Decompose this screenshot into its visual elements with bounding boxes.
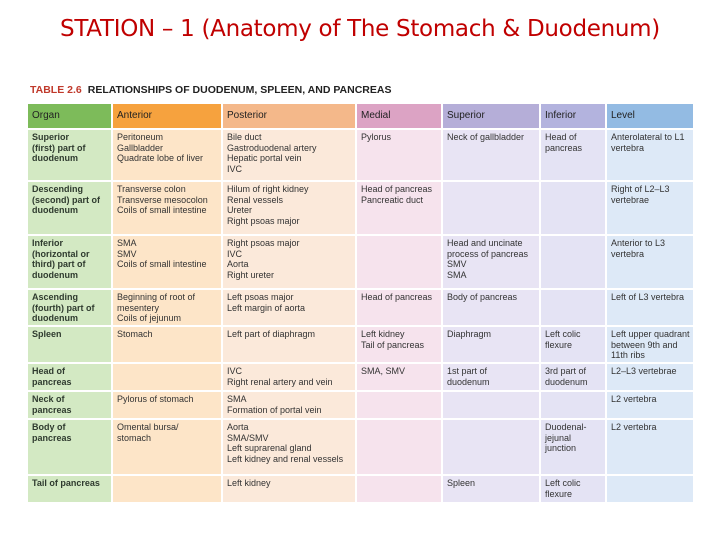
cell-posterior <box>222 419 356 475</box>
cell-anterior <box>112 391 222 419</box>
cell-line: duodenum <box>32 313 78 323</box>
cell-line: pancreas <box>32 404 72 415</box>
cell-line: SMV <box>117 248 137 259</box>
cell-inferior <box>540 235 606 289</box>
cell-line: duodenum <box>32 205 78 215</box>
cell-line: Body of <box>32 422 66 432</box>
cell-line: Head of pancreas <box>361 292 433 302</box>
cell-line: SMA <box>117 238 137 248</box>
cell-line: (fourth) part of <box>32 302 95 313</box>
cell-line: IVC <box>227 163 243 174</box>
cell-line: Neck of <box>32 394 65 404</box>
cell-line: vertebra <box>611 248 645 259</box>
cell-line: pancreas <box>32 376 72 387</box>
cell-inferior <box>540 419 606 475</box>
cell-anterior <box>112 181 222 235</box>
cell-organ <box>28 235 112 289</box>
cell-line: SMA, SMV <box>361 366 406 376</box>
cell-level <box>606 289 694 326</box>
cell-level <box>606 181 694 235</box>
cell-inferior <box>540 475 606 503</box>
cell-line: Body of pancreas <box>447 292 518 302</box>
cell-line: Right psoas major <box>227 238 300 248</box>
cell-line: Ureter <box>227 205 253 215</box>
cell-line: Ascending <box>32 292 79 302</box>
cell-line: Pancreatic duct <box>361 194 424 205</box>
cell-line: Coils of small intestine <box>117 259 207 269</box>
cell-line: L2 vertebra <box>611 422 657 432</box>
cell-superior <box>442 419 540 475</box>
cell-line: Transverse colon <box>117 184 186 194</box>
cell-anterior <box>112 363 222 391</box>
cell-line: stomach <box>117 432 152 443</box>
cell-line: Left kidney and renal vessels <box>227 453 344 464</box>
cell-line: Anterolateral to L1 <box>611 132 685 142</box>
cell-superior <box>442 326 540 363</box>
cell-line: Left colic <box>545 478 581 488</box>
cell-line: Diaphragm <box>447 329 492 339</box>
cell-line: SMA <box>447 269 467 280</box>
cell-line: Neck of gallbladder <box>447 132 525 142</box>
header-inferior: Inferior <box>540 104 606 129</box>
cell-anterior <box>112 419 222 475</box>
cell-line: SMA <box>227 394 247 404</box>
cell-line: Coils of small intestine <box>117 205 207 215</box>
cell-line: pancreas <box>32 432 72 443</box>
cell-anterior <box>112 326 222 363</box>
cell-line: Tail of pancreas <box>32 478 100 488</box>
table-row <box>28 475 694 503</box>
cell-posterior <box>222 235 356 289</box>
table-row <box>28 235 694 289</box>
cell-line: Right psoas major <box>227 215 300 226</box>
cell-superior <box>442 289 540 326</box>
cell-line: Gastroduodenal artery <box>227 142 317 153</box>
cell-line: Descending <box>32 184 84 194</box>
cell-line: (horizontal or <box>32 248 90 259</box>
cell-level <box>606 363 694 391</box>
cell-line: Formation of portal vein <box>227 404 322 415</box>
cell-line: L2 vertebra <box>611 394 657 404</box>
cell-line: duodenum <box>32 269 78 280</box>
cell-posterior <box>222 289 356 326</box>
cell-medial <box>356 181 442 235</box>
cell-superior <box>442 181 540 235</box>
cell-line: Head of pancreas <box>361 184 433 194</box>
cell-line: Right of L2–L3 <box>611 184 670 194</box>
table-body <box>28 129 694 503</box>
cell-inferior <box>540 289 606 326</box>
cell-line: duodenum <box>447 376 490 387</box>
cell-line: junction <box>545 443 577 453</box>
cell-organ <box>28 326 112 363</box>
cell-organ <box>28 391 112 419</box>
cell-line: Anterior to L3 <box>611 238 666 248</box>
cell-line: Pylorus of stomach <box>117 394 194 404</box>
cell-line: Peritoneum <box>117 132 164 142</box>
cell-line: Head of <box>545 132 577 142</box>
cell-line: Left psoas major <box>227 292 294 302</box>
header-anterior: Anterior <box>112 104 222 129</box>
cell-line: IVC <box>227 366 243 376</box>
cell-level <box>606 129 694 181</box>
table-row <box>28 289 694 326</box>
cell-line: Spleen <box>447 478 476 488</box>
cell-medial <box>356 326 442 363</box>
cell-line: Duodenal- <box>545 422 587 432</box>
cell-line: Left margin of aorta <box>227 302 306 313</box>
cell-inferior <box>540 363 606 391</box>
cell-line: Quadrate lobe of liver <box>117 153 204 163</box>
cell-organ <box>28 419 112 475</box>
cell-line: Bile duct <box>227 132 262 142</box>
cell-line: Aorta <box>227 259 249 269</box>
cell-line: Left colic <box>545 329 581 339</box>
cell-posterior <box>222 181 356 235</box>
cell-anterior <box>112 289 222 326</box>
cell-line: Right ureter <box>227 269 275 280</box>
cell-line: (first) part of <box>32 142 86 153</box>
cell-line: IVC <box>227 248 243 259</box>
cell-line: Hilum of right kidney <box>227 184 309 194</box>
cell-superior <box>442 129 540 181</box>
cell-medial <box>356 419 442 475</box>
cell-line: Aorta <box>227 422 249 432</box>
cell-line: process of pancreas <box>447 248 529 259</box>
cell-line: duodenum <box>32 153 78 163</box>
cell-line: Right renal artery and vein <box>227 376 333 387</box>
cell-line: Inferior <box>32 238 64 248</box>
cell-line: vertebra <box>611 142 645 153</box>
cell-line: Pylorus <box>361 132 392 142</box>
slide-title: STATION – 1 (Anatomy of The Stomach & Duodenum) <box>60 16 660 42</box>
cell-medial <box>356 391 442 419</box>
header-level: Level <box>606 104 694 129</box>
cell-line: SMA/SMV <box>227 432 269 443</box>
header-organ: Organ <box>28 104 112 129</box>
cell-line: flexure <box>545 339 573 350</box>
cell-superior <box>442 391 540 419</box>
cell-line: Stomach <box>117 329 153 339</box>
header-superior: Superior <box>442 104 540 129</box>
cell-line: Transverse mesocolon <box>117 194 208 205</box>
cell-inferior <box>540 129 606 181</box>
cell-posterior <box>222 391 356 419</box>
cell-anterior <box>112 129 222 181</box>
cell-line: 3rd part of <box>545 366 587 376</box>
cell-organ <box>28 475 112 503</box>
cell-line: Left upper quadrant <box>611 329 690 339</box>
cell-line: Left part of diaphragm <box>227 329 316 339</box>
cell-line: Left kidney <box>227 478 271 488</box>
table-row <box>28 419 694 475</box>
table-row <box>28 181 694 235</box>
cell-medial <box>356 475 442 503</box>
table-row <box>28 129 694 181</box>
cell-line: between 9th and <box>611 339 678 350</box>
cell-superior <box>442 363 540 391</box>
cell-line: pancreas <box>545 142 583 153</box>
cell-organ <box>28 363 112 391</box>
cell-line: Hepatic portal vein <box>227 153 302 163</box>
cell-line: Head and uncinate <box>447 238 523 248</box>
cell-superior <box>442 235 540 289</box>
cell-line: Left kidney <box>361 329 405 339</box>
cell-line: Renal vessels <box>227 194 284 205</box>
cell-line: 1st part of <box>447 366 488 376</box>
cell-level <box>606 391 694 419</box>
table-number: TABLE 2.6 <box>30 84 82 96</box>
cell-level <box>606 475 694 503</box>
relationships-table <box>28 104 695 504</box>
cell-inferior <box>540 181 606 235</box>
cell-line: Tail of pancreas <box>361 339 425 350</box>
cell-level <box>606 419 694 475</box>
cell-medial <box>356 129 442 181</box>
cell-inferior <box>540 391 606 419</box>
header-medial: Medial <box>356 104 442 129</box>
cell-line: Coils of jejunum <box>117 313 182 323</box>
table-row <box>28 391 694 419</box>
table-row <box>28 363 694 391</box>
table-caption <box>30 84 391 96</box>
cell-medial <box>356 363 442 391</box>
cell-line: Left suprarenal gland <box>227 443 312 453</box>
cell-line: Beginning of root of <box>117 292 196 302</box>
cell-line: third) part of <box>32 259 86 269</box>
cell-line: Left of L3 vertebra <box>611 292 685 302</box>
cell-level <box>606 326 694 363</box>
cell-anterior <box>112 235 222 289</box>
cell-medial <box>356 289 442 326</box>
cell-line: Superior <box>32 132 70 142</box>
cell-medial <box>356 235 442 289</box>
cell-organ <box>28 181 112 235</box>
cell-line: mesentery <box>117 302 160 313</box>
cell-posterior <box>222 475 356 503</box>
cell-line: SMV <box>447 259 467 269</box>
cell-superior <box>442 475 540 503</box>
cell-posterior <box>222 326 356 363</box>
cell-line: vertebrae <box>611 194 650 205</box>
table-header-row <box>28 104 694 129</box>
table-row <box>28 326 694 363</box>
cell-posterior <box>222 363 356 391</box>
cell-line: Head of <box>32 366 66 376</box>
cell-inferior <box>540 326 606 363</box>
cell-line: Gallbladder <box>117 142 164 153</box>
table-caption-text: RELATIONSHIPS OF DUODENUM, SPLEEN, AND PANCREAS <box>87 84 392 96</box>
cell-posterior <box>222 129 356 181</box>
cell-line: Spleen <box>32 329 62 339</box>
cell-level <box>606 235 694 289</box>
cell-line: duodenum <box>545 376 588 387</box>
cell-anterior <box>112 475 222 503</box>
cell-line: L2–L3 vertebrae <box>611 366 677 376</box>
header-posterior: Posterior <box>222 104 356 129</box>
cell-line: flexure <box>545 488 573 499</box>
cell-organ <box>28 129 112 181</box>
cell-line: 11th ribs <box>611 350 645 360</box>
cell-line: jejunal <box>545 432 572 443</box>
cell-line: (second) part of <box>32 194 101 205</box>
cell-organ <box>28 289 112 326</box>
cell-line: Omental bursa/ <box>117 422 179 432</box>
